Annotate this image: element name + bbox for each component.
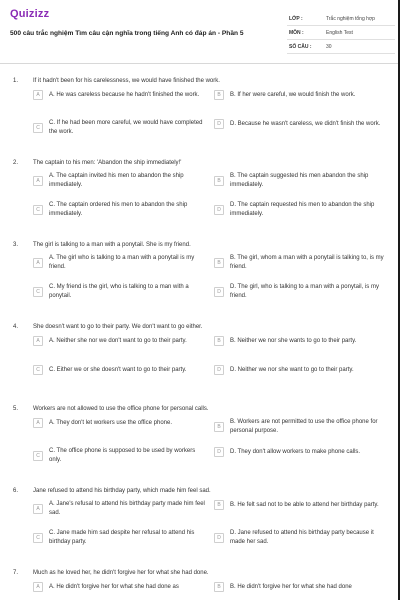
option-text: C. Either we or she doesn't want to go to their party. [49,366,187,373]
option-text: C. If he had been more careful, we would have completed the work. [49,120,203,135]
answer-option-b[interactable] [214,500,390,510]
option-letter-box[interactable]: A [33,176,43,186]
question-text: Workers are not allowed to use the office phone for personal calls. [33,406,209,412]
option-letter-box[interactable]: C [33,123,43,133]
option-text: A. He was careless because he hadn't finished the work. [49,91,200,98]
option-letter-box[interactable]: D [214,447,224,457]
question-text: She doesn't want to go to their party. We don't want to go either. [33,324,203,330]
question-text: Jane refused to attend his birthday party, which made him feel sad. [33,488,211,494]
answer-option-c[interactable] [33,119,209,136]
option-text: D. They don't allow workers to make phone calls. [230,448,361,455]
question-text: The girl is talking to a man with a ponytail. She is my friend. [33,242,191,248]
question-number: 4. [13,324,19,330]
option-text: A. Jane's refusal to attend his birthday party made him feel sad. [49,501,205,516]
option-letter-box[interactable]: C [33,287,43,297]
option-text: A. The girl who is talking to a man with a ponytail is my friend. [49,255,195,270]
option-letter-box[interactable]: B [214,176,224,186]
question-number: 1. [13,78,19,84]
meta-label: MÔN : [289,30,304,36]
option-text: A. He didn't forgive her for what she had done as [49,583,179,590]
question-number: 7. [13,570,19,576]
answer-option-a[interactable] [33,582,209,592]
meta-value: English Test [326,30,353,36]
option-letter-box[interactable]: D [214,287,224,297]
answer-option-a[interactable] [33,254,209,271]
answer-option-a[interactable] [33,500,209,517]
option-text: B. He felt sad not to be able to attend her birthday party. [230,501,379,508]
answer-option-b[interactable] [214,418,390,435]
answer-option-d[interactable] [214,201,390,218]
answer-option-a[interactable] [33,418,209,428]
option-letter-box[interactable]: C [33,451,43,461]
answer-option-b[interactable] [214,172,390,189]
option-letter-box[interactable]: B [214,336,224,346]
meta-label: SỐ CÂU : [289,44,312,50]
option-text: C. The captain ordered his men to abandon the ship immediately. [49,202,188,217]
option-letter-box[interactable]: D [214,533,224,543]
option-text: A. Neither she nor we don't want to go to their party. [49,337,187,344]
option-letter-box[interactable]: A [33,504,43,514]
option-letter-box[interactable]: A [33,582,43,592]
meta-table [287,13,395,55]
document-title: 500 câu trắc nghiệm Tìm câu cận nghĩa trong tiếng Anh có đáp án - Phần 5 [10,30,244,37]
meta-value: Trắc nghiệm tổng hợp [326,16,375,22]
answer-option-d[interactable] [214,283,390,300]
question-text: If it hadn't been for his carelessness, we would have finished the work. [33,78,220,84]
question-number: 5. [13,406,19,412]
answer-option-c[interactable] [33,283,209,300]
meta-label: LỚP : [289,16,303,22]
option-letter-box[interactable]: D [214,205,224,215]
answer-option-d[interactable] [214,447,390,457]
option-text: B. The captain suggested his men abandon the ship immediately. [230,173,369,188]
answer-option-d[interactable] [214,365,390,375]
option-text: C. Jane made him sad despite her refusal to attend his birthday party. [49,530,195,545]
option-text: C. My friend is the girl, who is talking to a man with a ponytail. [49,284,189,299]
option-text: B. If her were careful, we would finish the work. [230,91,356,98]
option-text: A. They don't let workers use the office phone. [49,419,172,426]
option-text: B. Workers are not permitted to use the office phone for personal purpose. [230,419,378,434]
option-letter-box[interactable]: C [33,205,43,215]
answer-option-c[interactable] [33,365,209,375]
meta-value: 30 [326,44,332,50]
option-letter-box[interactable]: B [214,500,224,510]
option-letter-box[interactable]: B [214,90,224,100]
option-text: B. The girl, whom a man with a ponytail is talking to, is my friend. [230,255,384,270]
option-letter-box[interactable]: B [214,582,224,592]
answer-option-c[interactable] [33,447,209,464]
question-number: 6. [13,488,19,494]
option-text: D. Jane refused to attend his birthday party because it made her sad. [230,530,374,545]
option-letter-box[interactable]: C [33,365,43,375]
meta-row-subject [287,27,395,40]
answer-option-c[interactable] [33,201,209,218]
option-letter-box[interactable]: A [33,418,43,428]
option-letter-box[interactable]: A [33,336,43,346]
answer-option-b[interactable] [214,336,390,346]
option-text: B. Neither we nor she wants to go to their party. [230,337,357,344]
option-letter-box[interactable]: B [214,258,224,268]
question-number: 2. [13,160,19,166]
quizizz-logo: Quizizz [10,8,50,20]
option-letter-box[interactable]: D [214,365,224,375]
answer-option-b[interactable] [214,254,390,271]
answer-option-c[interactable] [33,529,209,546]
option-text: D. Because he wasn't careless, we didn't finish the work. [230,120,381,127]
option-letter-box[interactable]: A [33,90,43,100]
question-text: Much as he loved her, he didn't forgive her for what she had done. [33,570,209,576]
answer-option-a[interactable] [33,336,209,346]
answer-option-b[interactable] [214,582,390,592]
question-text: The captain to his men: 'Abandon the ship immediately!' [33,160,182,166]
option-text: D. The girl, who is talking to a man with a ponytail, is my friend. [230,284,379,299]
document-header [0,0,400,64]
answer-option-b[interactable] [214,90,390,100]
meta-row-count [287,41,395,54]
option-letter-box[interactable]: C [33,533,43,543]
answer-option-d[interactable] [214,529,390,546]
option-text: D. The captain requested his men to abandon the ship immediately. [230,202,375,217]
option-text: D. Neither we nor she want to go to their party. [230,366,354,373]
option-letter-box[interactable]: A [33,258,43,268]
option-text: C. The office phone is supposed to be used by workers only. [49,448,196,463]
answer-option-d[interactable] [214,119,390,129]
option-letter-box[interactable]: D [214,119,224,129]
answer-option-a[interactable] [33,172,209,189]
option-text: A. The captain invited his men to abandon the ship immediately. [49,173,184,188]
meta-row-class [287,13,395,26]
option-text: B. He didn't forgive her for what she had done [230,583,352,590]
answer-option-a[interactable] [33,90,209,100]
question-number: 3. [13,242,19,248]
option-letter-box[interactable]: B [214,422,224,432]
